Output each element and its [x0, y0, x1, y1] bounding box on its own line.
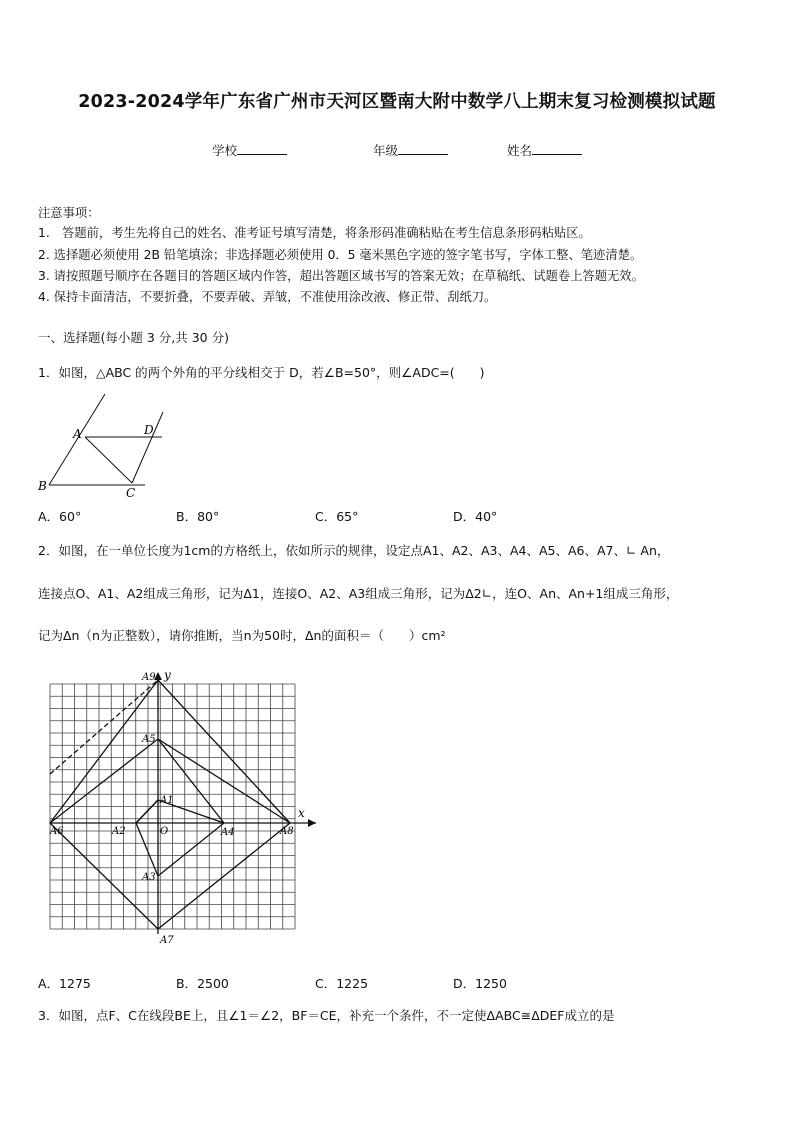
- label-a5: A5: [142, 734, 156, 745]
- notes-heading: 注意事项：: [38, 206, 100, 220]
- grade-field: [373, 141, 448, 159]
- label-a3: A3: [142, 872, 156, 883]
- label-a: A: [73, 427, 82, 441]
- grid-lines: [50, 684, 295, 929]
- note-item: 3. 请按照题号顺序在各题目的答题区域内作答，超出答题区域书写的答案无效；在草稿纸、试题卷上答题无效。: [38, 269, 644, 283]
- page-title: 2023-2024学年广东省广州市天河区暨南大附中数学八上期末复习检测模拟试题: [78, 92, 716, 112]
- question-2-line-3: 记为Δn（n为正整数），请你推断，当n为50时，Δn的面积＝（ ）cm²: [38, 628, 446, 643]
- note-item: 1. 答题前，考生先将自己的姓名、准考证号填写清楚，将条形码准确粘贴在考生信息条形码粘贴区。: [38, 226, 591, 240]
- label-b: B: [38, 479, 47, 493]
- question-1-stem: 1．如图，△ABC 的两个外角的平分线相交于 D，若∠B=50°，则∠ADC=( ): [38, 365, 485, 380]
- note-item: 4. 保持卡面清洁，不要折叠，不要弄破、弄皱，不准使用涂改液、修正带、刮纸刀。: [38, 290, 497, 304]
- spiral-lines: [50, 680, 316, 934]
- question-2-line-2: 连接点O、A1、A2组成三角形，记为Δ1，连接O、A2、A3组成三角形，记为Δ2∟，连O、An、An+1组成三角形，: [38, 586, 679, 601]
- label-a4: A4: [221, 827, 235, 838]
- label-x: x: [298, 806, 305, 820]
- school-label: 学校: [212, 143, 238, 158]
- school-field: [212, 141, 287, 159]
- label-a2: A2: [112, 826, 126, 837]
- q1-option-b[interactable]: B．80°: [176, 509, 220, 524]
- q1-option-c[interactable]: C．65°: [315, 509, 359, 524]
- name-label: 姓名: [507, 143, 533, 158]
- q1-triangle-figure: [34, 390, 174, 500]
- label-o: O: [160, 826, 169, 837]
- label-a9: A9: [142, 672, 156, 683]
- name-field: [507, 141, 582, 159]
- dashed-line: [50, 680, 158, 774]
- label-a6: A6: [50, 826, 64, 837]
- grade-label: 年级: [373, 143, 399, 158]
- q2-option-d[interactable]: D．1250: [453, 976, 507, 991]
- note-item: 2. 选择题必须使用 2B 铅笔填涂；非选择题必须使用 0．5 毫米黑色字迹的签字笔书写，字体工整、笔迹清楚。: [38, 248, 643, 262]
- label-a8: A8: [280, 826, 294, 837]
- label-y: y: [164, 668, 171, 682]
- q1-option-a[interactable]: A．60°: [38, 509, 82, 524]
- section-heading: 一、选择题(每小题 3 分,共 30 分): [38, 330, 229, 345]
- q2-option-a[interactable]: A．1275: [38, 976, 91, 991]
- label-d: D: [144, 423, 154, 437]
- label-a7: A7: [160, 935, 174, 946]
- x-arrow-icon: [308, 819, 316, 827]
- question-3-stem: 3．如图，点F、C在线段BE上，且∠1＝∠2，BF＝CE，补充一个条件，不一定使ΔABC≅ΔDEF成立的是: [38, 1008, 615, 1023]
- q2-option-b[interactable]: B．2500: [176, 976, 229, 991]
- label-c: C: [126, 486, 136, 500]
- q2-option-c[interactable]: C．1225: [315, 976, 369, 991]
- question-2-line-1: 2．如图，在一单位长度为1cm的方格纸上，依如所示的规律，设定点A1、A2、A3、A4、A5、A6、A7、∟ An，: [38, 543, 670, 558]
- q1-option-d[interactable]: D．40°: [453, 509, 498, 524]
- q2-grid-figure: [44, 664, 324, 954]
- label-a1: A1: [160, 795, 174, 806]
